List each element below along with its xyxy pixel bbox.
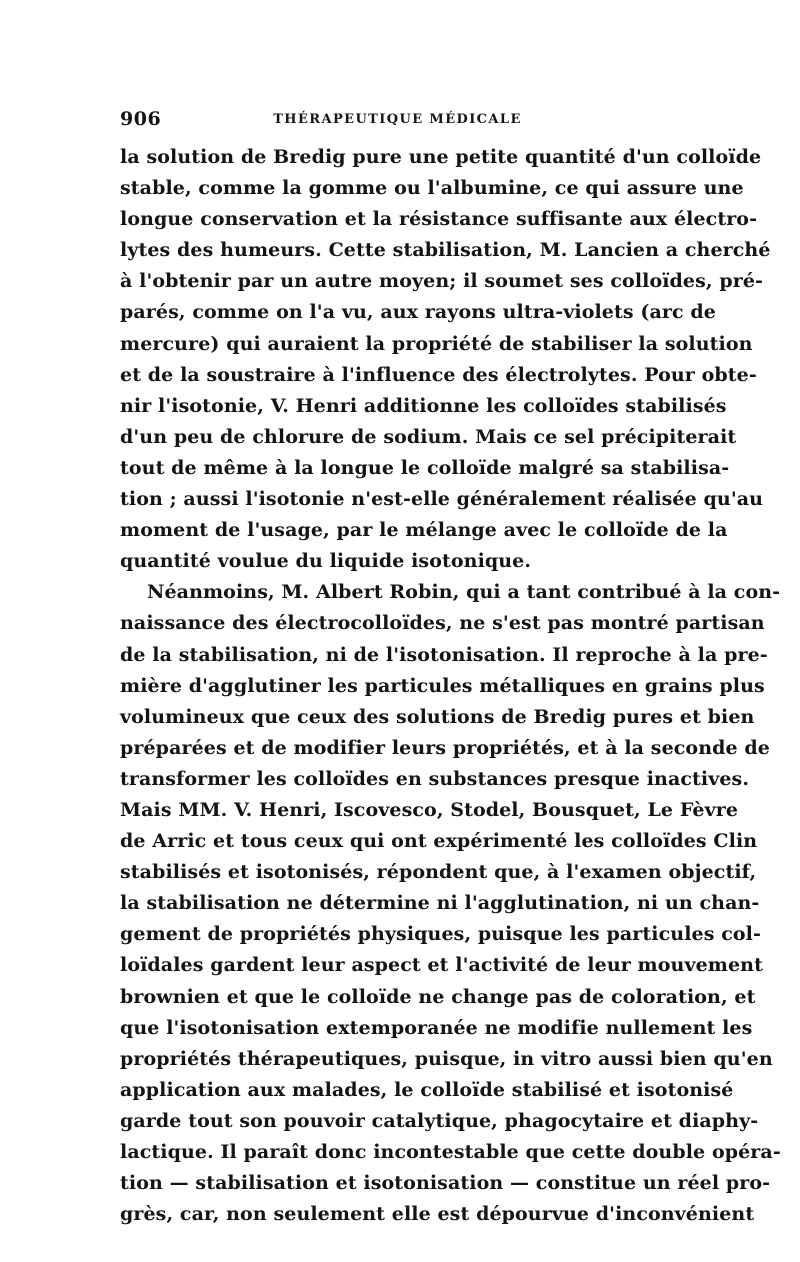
text-line: et de la soustraire à l'influence des électrolytes. Pour obte- bbox=[120, 363, 757, 386]
text-line: la solution de Bredig pure une petite quantité d'un colloïde bbox=[120, 146, 762, 168]
page-number: 906 bbox=[120, 108, 162, 130]
text-line: loïdales gardent leur aspect et l'activité de leur mouvement bbox=[120, 954, 763, 977]
text-line: mercure) qui auraient la propriété de stabiliser la solution bbox=[120, 332, 753, 355]
paragraph-1 bbox=[120, 142, 771, 577]
text-line: stabilisés et isotonisés, répondent que, à l'examen objectif, bbox=[120, 861, 757, 884]
text-line: gement de propriétés physiques, puisque les particules col- bbox=[120, 923, 761, 946]
text-line: tout de même à la longue le colloïde malgré sa stabilisa- bbox=[120, 456, 730, 479]
text-line: propriétés thérapeutiques, puisque, in vitro aussi bien qu'en bbox=[120, 1047, 773, 1070]
text-line: garde tout son pouvoir catalytique, phagocytaire et diaphy- bbox=[120, 1109, 759, 1132]
page-header bbox=[120, 108, 675, 142]
text-line: à l'obtenir par un autre moyen; il soumet ses colloïdes, pré- bbox=[120, 270, 764, 293]
text-line: que l'isotonisation extemporanée ne modifie nullement les bbox=[120, 1016, 753, 1039]
text-line: de la stabilisation, ni de l'isotonisation. Il reproche à la pre- bbox=[120, 643, 768, 666]
running-title: THÉRAPEUTIQUE MÉDICALE bbox=[273, 112, 522, 127]
text-line: quantité voulue du liquide isotonique. bbox=[120, 550, 532, 573]
text-line: brownien et que le colloïde ne change pas de coloration, et bbox=[120, 985, 756, 1008]
text-line: volumineux que ceux des solutions de Bredig pures et bien bbox=[120, 705, 755, 728]
text-line: moment de l'usage, par le mélange avec le colloïde de la bbox=[120, 519, 728, 542]
paragraph-2 bbox=[120, 577, 781, 1230]
body-text bbox=[120, 142, 781, 1230]
text-line: parés, comme on l'a vu, aux rayons ultra-violets (arc de bbox=[120, 301, 716, 324]
text-line: Mais MM. V. Henri, Iscovesco, Stodel, Bousquet, Le Fèvre bbox=[120, 798, 739, 821]
text-line: lactique. Il paraît donc incontestable que cette double opéra- bbox=[120, 1141, 781, 1163]
text-line: naissance des électrocolloïdes, ne s'est pas montré partisan bbox=[120, 612, 765, 635]
text-line: de Arric et tous ceux qui ont expérimenté les colloïdes Clin bbox=[120, 830, 758, 853]
book-page bbox=[120, 108, 781, 1230]
text-line: transformer les colloïdes en substances presque inactives. bbox=[120, 767, 750, 790]
text-line: stable, comme la gomme ou l'albumine, ce qui assure une bbox=[120, 177, 744, 200]
text-line: la stabilisation ne détermine ni l'agglutination, ni un chan- bbox=[120, 892, 760, 915]
text-line: longue conservation et la résistance suffisante aux électro- bbox=[120, 208, 758, 231]
text-line: tion ; aussi l'isotonie n'est-elle généralement réalisée qu'au bbox=[120, 488, 764, 511]
text-line: Néanmoins, M. Albert Robin, qui a tant contribué à la con- bbox=[147, 581, 781, 604]
text-line: nir l'isotonie, V. Henri additionne les colloïdes stabilisés bbox=[120, 394, 727, 417]
text-line: grès, car, non seulement elle est dépourvue d'inconvénient bbox=[120, 1203, 755, 1226]
text-line: tion — stabilisation et isotonisation — constitue un réel pro- bbox=[120, 1172, 771, 1195]
text-line: préparées et de modifier leurs propriétés, et à la seconde de bbox=[120, 736, 770, 759]
text-line: d'un peu de chlorure de sodium. Mais ce sel précipiterait bbox=[120, 425, 737, 448]
text-line: mière d'agglutiner les particules métalliques en grains plus bbox=[120, 674, 765, 697]
text-line: lytes des humeurs. Cette stabilisation, M. Lancien a cherché bbox=[120, 239, 771, 262]
text-line: application aux malades, le colloïde stabilisé et isotonisé bbox=[120, 1078, 734, 1101]
